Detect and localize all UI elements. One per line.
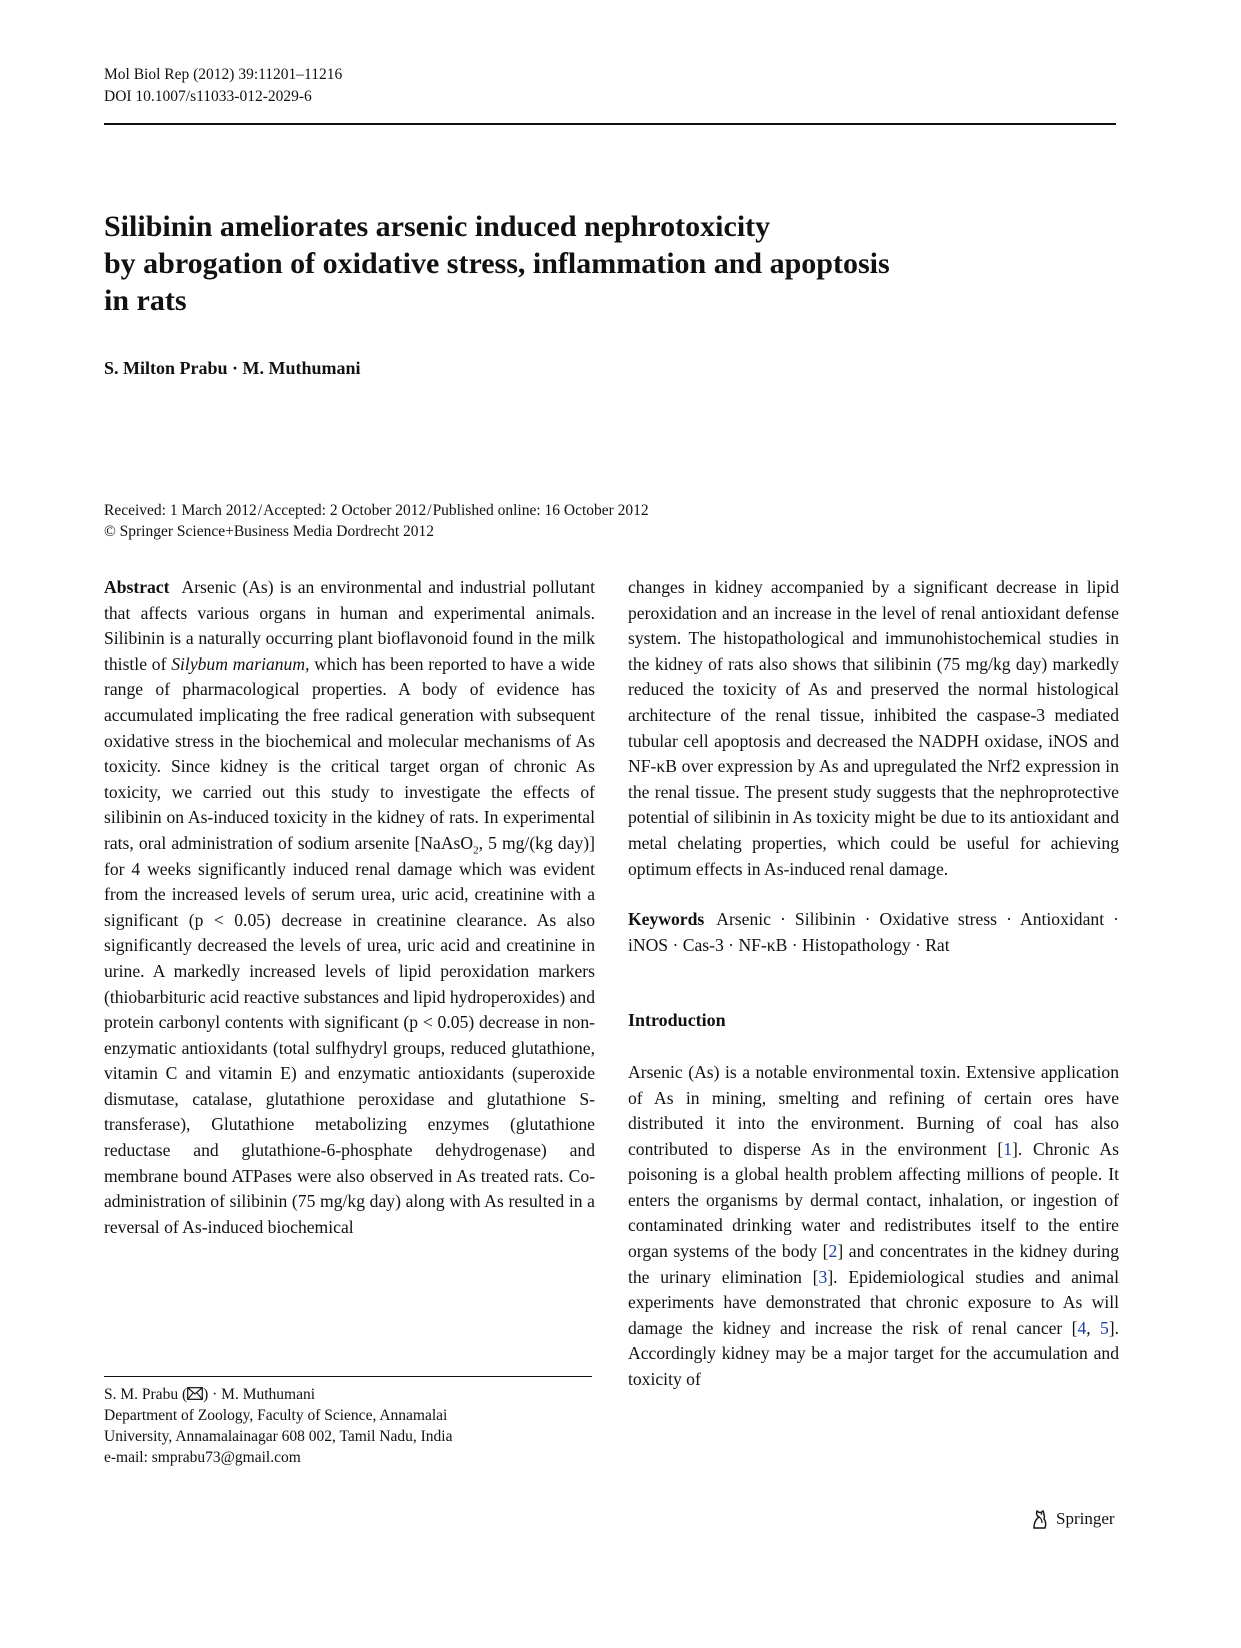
date-separator: /	[427, 502, 432, 519]
subscript: 2	[473, 844, 479, 857]
keywords-text: Arsenic · Silibinin · Oxidative stress · Antioxidant · iNOS · Cas-3 · NF-κB · Histopathology · Rat	[628, 909, 1119, 955]
intro-text: ,	[1086, 1317, 1100, 1338]
introduction-heading: Introduction	[628, 1010, 726, 1031]
citation-link[interactable]: 4	[1077, 1317, 1087, 1338]
title-line: in rats	[104, 284, 187, 317]
keywords-label: Keywords	[628, 909, 705, 930]
footnote-text: ) · M. Muthumani	[203, 1386, 316, 1403]
intro-text: ]. Epidemiological studies and animal experiments have demonstrated that chronic exposure to As will damage the kidney and increase the risk of renal cancer [	[628, 1266, 1119, 1338]
envelope-icon	[187, 1387, 203, 1400]
journal-citation: Mol Biol Rep (2012) 39:11201–11216	[104, 66, 343, 83]
authors: S. Milton Prabu · M. Muthumani	[104, 358, 361, 378]
affiliation-line: University, Annamalainagar 608 002, Tamil Nadu, India	[104, 1428, 453, 1445]
citation-link[interactable]: 3	[818, 1266, 828, 1287]
journal-meta	[104, 64, 342, 108]
footnote-rule	[104, 1376, 592, 1377]
intro-text: ] and concentrates in the kidney during the urinary elimination [	[628, 1241, 1119, 1287]
footnote-text: S. M. Prabu (	[104, 1386, 188, 1403]
article-dates	[104, 500, 649, 542]
abstract-text: Arsenic (As) is an environmental and industrial pollutant that affects various organs in human and experimental animals. Silibinin is a naturally occurring plant bioflavonoid found in the milk thistle of	[104, 577, 595, 674]
title-line: Silibinin ameliorates arsenic induced nephrotoxicity	[104, 210, 771, 243]
intro-text: ]. Accordingly kidney may be a major target for the accumulation and toxicity of	[628, 1317, 1119, 1390]
copyright: © Springer Science+Business Media Dordrecht 2012	[104, 523, 435, 540]
accepted-date: Accepted: 2 October 2012	[263, 502, 427, 519]
abstract-text: , which has been reported to have a wide range of pharmacological properties. A body of evidence has accumulated implicating the free radical generation with subsequent oxidative stress in the biochemical and molecular mechanisms of As toxicity. Since kidney is the critical target organ of chronic As toxicity, we carried out this study to investigate the effects of silibinin on As-induced toxicity in the kidney of rats. In experimental rats, oral administration of sodium arsenite [NaAsO	[104, 653, 595, 853]
intro-text: Arsenic (As) is a notable environmental toxin. Extensive application of As in mining, smelting and refining of certain ores have distributed it into the environment. Burning of coal has also contributed to disperse As in the environment [	[628, 1061, 1119, 1159]
author-footnote	[104, 1384, 452, 1468]
citation-link[interactable]: 5	[1099, 1317, 1109, 1338]
header-rule	[104, 123, 1116, 125]
published-date: Published online: 16 October 2012	[432, 502, 649, 519]
citation-link[interactable]: 1	[1003, 1138, 1012, 1159]
corresponding-authors	[104, 1384, 452, 1405]
title-line: by abrogation of oxidative stress, inflammation and apoptosis	[104, 247, 890, 280]
abstract-text: , 5 mg/(kg day)] for 4 weeks significantly induced renal damage which was evident from the increased levels of serum urea, uric acid, creatinine with a significant (p < 0.05) decrease in creatinine clearance. As also significantly decreased the levels of urea, uric acid and creatinine in urine. A markedly increased levels of lipid peroxidation markers (thiobarbituric acid reactive substances and lipid hydroperoxides) and protein carbonyl contents with significant (p < 0.05) decrease in non-enzymatic antioxidants (total sulfhydryl groups, reduced glutathione, vitamin C and vitamin E) and enzymatic antioxidants (superoxide dismutase, catalase, glutathione peroxidase and glutathione S-transferase), Glutathione metabolizing enzymes (glutathione reductase and glutathione-6-phosphate dehydrogenase) and membrane bound ATPases were also observed in As treated rats. Co-administration of silibinin (75 mg/kg day) along with As resulted in a reversal of As-induced biochemical	[104, 832, 595, 1237]
abstract-continuation: changes in kidney accompanied by a significant decrease in lipid peroxidation and an increase in the level of renal antioxidant defense system. The histopathological and immunohistochemical studies in the kidney of rats also shows that silibinin (75 mg/kg day) markedly reduced the toxicity of As and preserved the normal histological architecture of the renal tissue, inhibited the caspase-3 mediated tubular cell apoptosis and decreased the NADPH oxidase, iNOS and NF-κB over expression by As and upregulated the Nrf2 expression in the renal tissue. The present study suggests that the nephroprotective potential of silibinin in As toxicity might be due to its antioxidant and metal chelating properties, which could be useful for achieving optimum effects in As-induced renal damage.	[628, 577, 1119, 879]
right-column	[628, 575, 1119, 1393]
left-column	[104, 575, 595, 1240]
intro-text: ]. Chronic As poisoning is a global health problem affecting millions of people. It enters the organisms by dermal contact, inhalation, or ingestion of contaminated drinking water and redistributes itself to the entire organ systems of the body [	[628, 1138, 1119, 1262]
introduction-paragraph	[628, 1060, 1119, 1393]
history-line	[104, 500, 649, 521]
received-date: Received: 1 March 2012	[104, 502, 257, 519]
email: e-mail: smprabu73@gmail.com	[104, 1449, 301, 1466]
doi: DOI 10.1007/s11033-012-2029-6	[104, 88, 312, 105]
abstract-label: Abstract	[104, 577, 170, 597]
springer-horse-icon	[1030, 1508, 1050, 1530]
publisher-name: Springer	[1056, 1509, 1115, 1528]
abstract-paragraph	[104, 575, 595, 1240]
article-title	[104, 208, 1024, 319]
date-separator: /	[257, 502, 263, 519]
species-name: Silybum marianum	[171, 653, 306, 674]
keywords	[628, 907, 1119, 958]
affiliation-line: Department of Zoology, Faculty of Science, Annamalai	[104, 1407, 448, 1424]
publisher-logo	[1030, 1508, 1115, 1530]
citation-link[interactable]: 2	[828, 1241, 838, 1262]
